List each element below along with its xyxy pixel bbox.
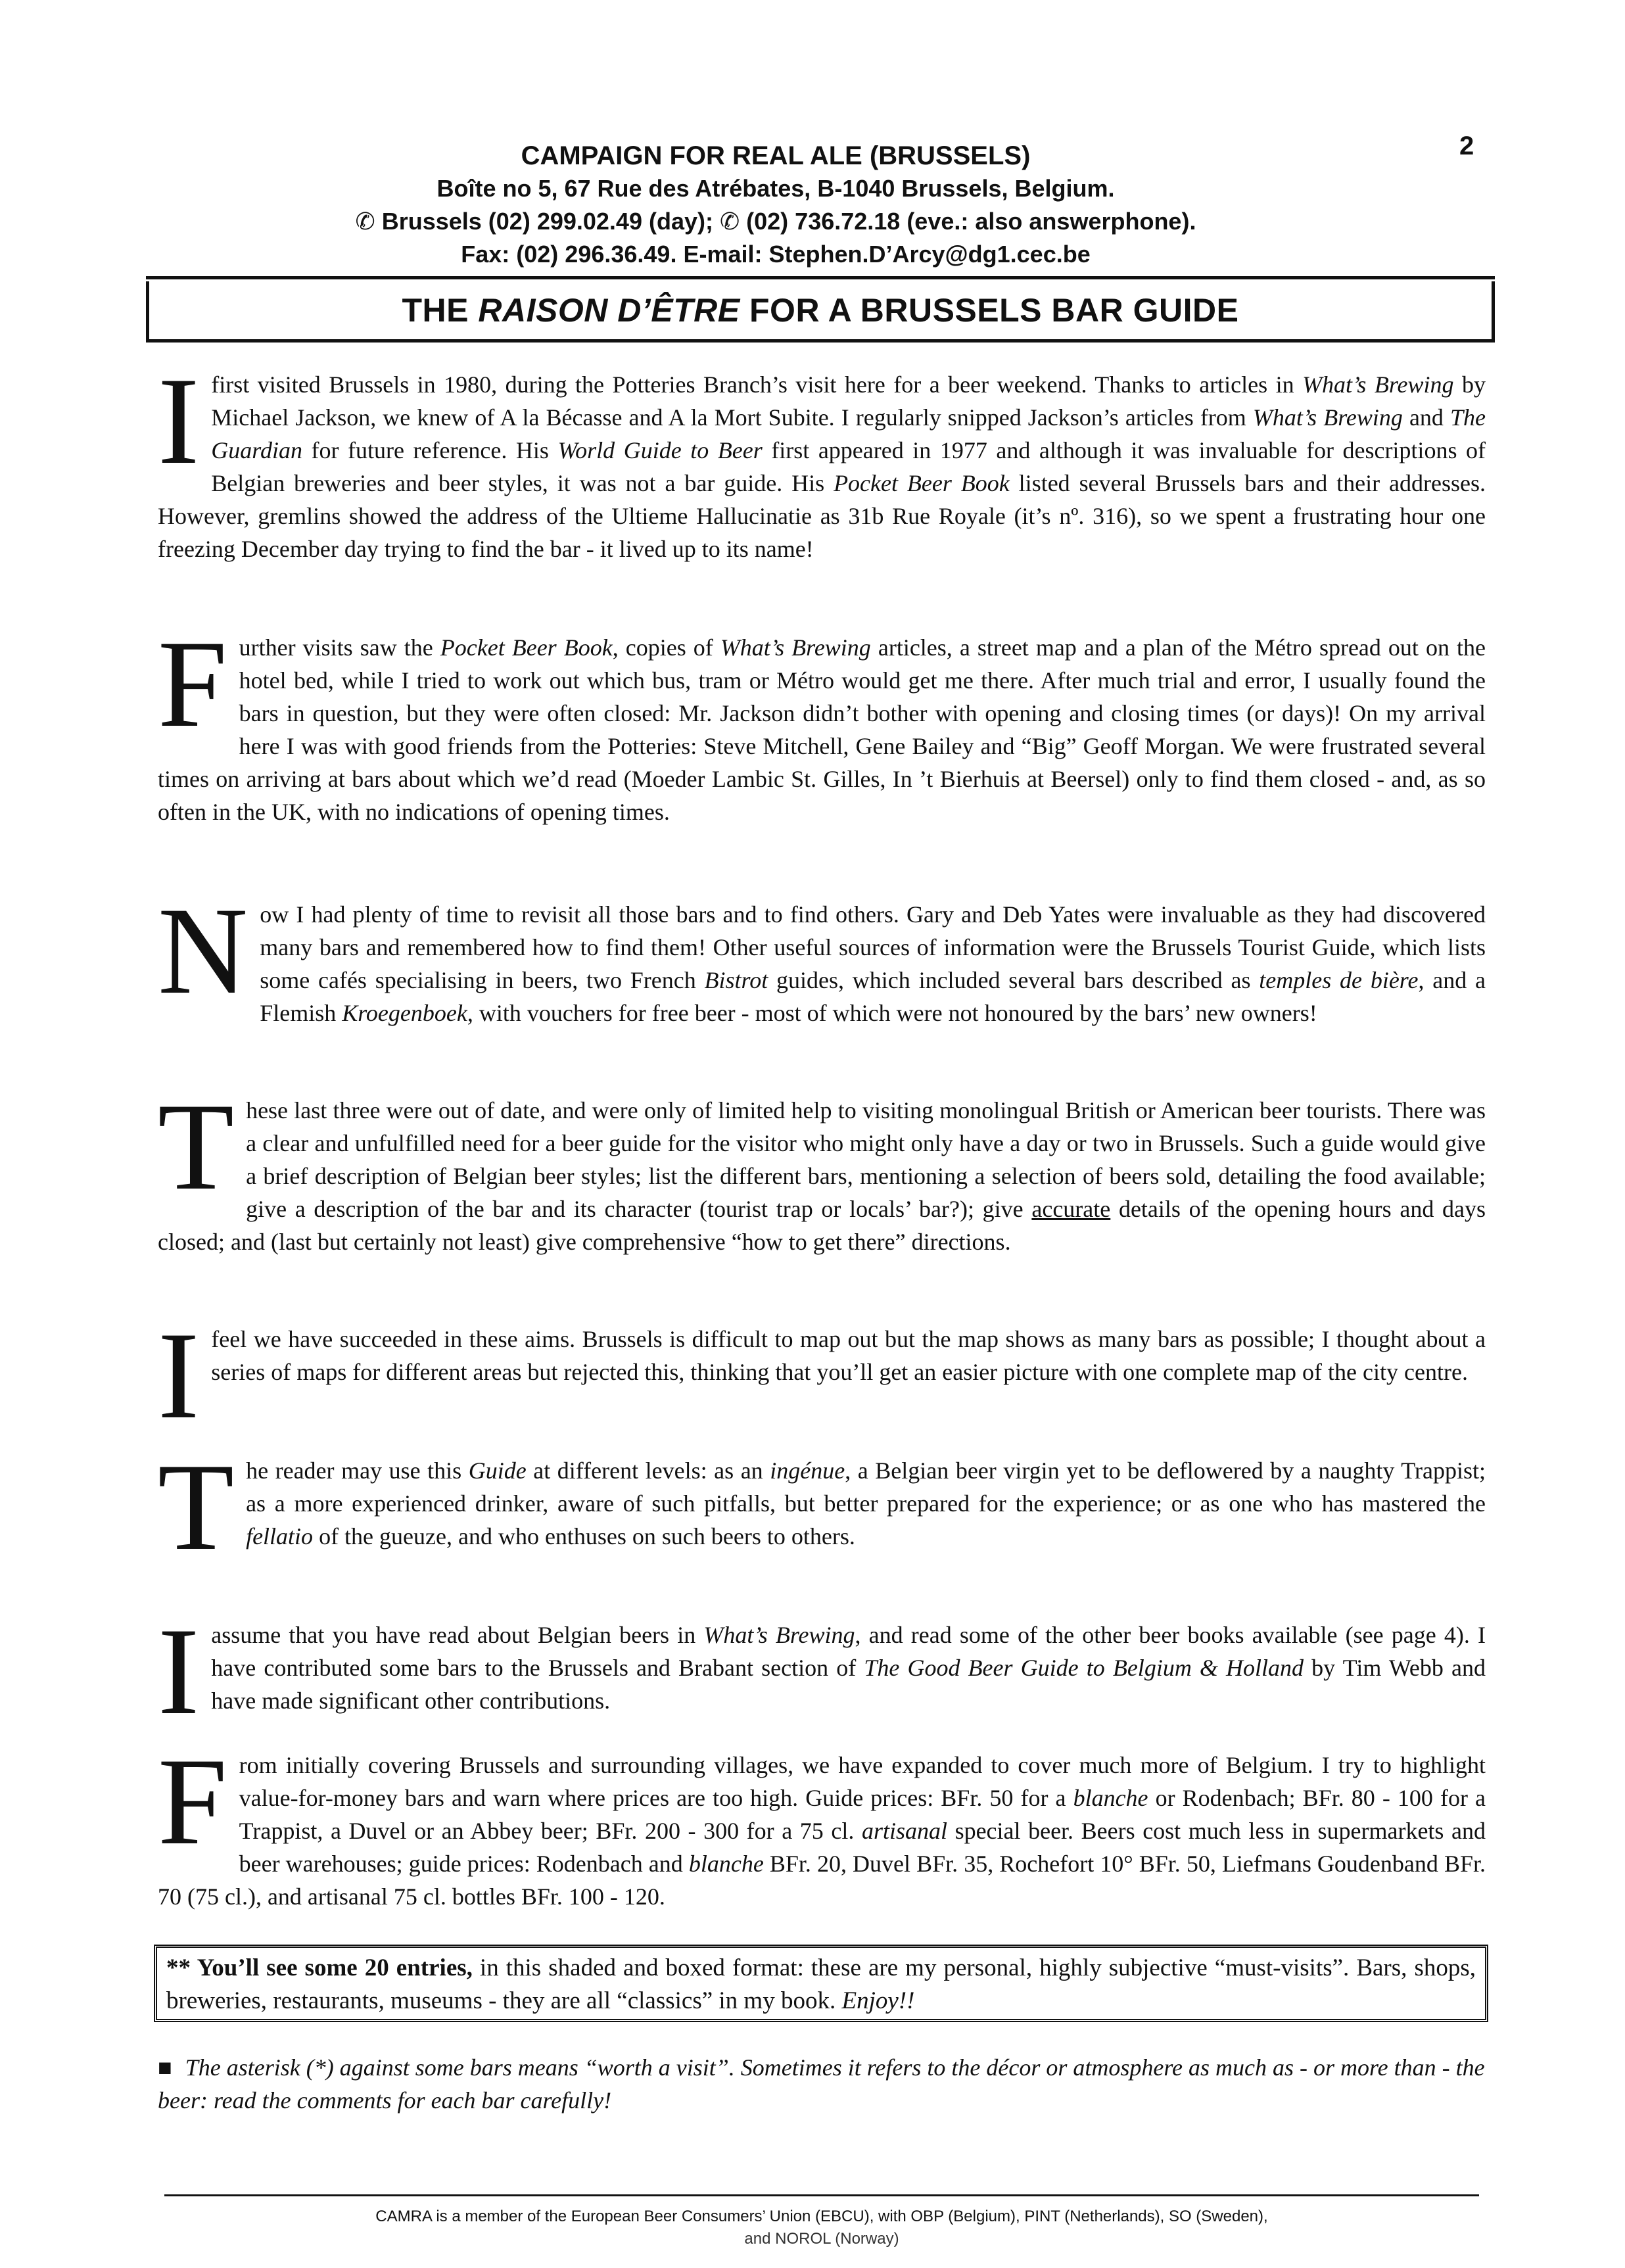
paragraph-6	[158, 1438, 1486, 1576]
text: BFr. 20, Duvel BFr. 35, Rochefort 10° BFr. 50, Liefmans Goudenband BFr. 70 (75 cl.), and artisanal 75 cl. bottles BFr. 100 - 120.	[158, 1851, 1486, 1910]
text: , a Belgian beer virgin yet to be deflowered by a naughty Trappist; as a more experienced drinker, aware of such pitfalls, but better prepared for the experience; or as one who has mastered the	[246, 1457, 1486, 1517]
title-italic: RAISON D’ÊTRE	[478, 292, 740, 329]
drop-cap: T	[158, 1438, 235, 1576]
text: of the gueuze, and who enthuses on such beers to others.	[313, 1523, 855, 1549]
drop-cap: I	[158, 1307, 200, 1445]
paragraph-5	[158, 1307, 1486, 1445]
org-fax-email: Fax: (02) 296.36.49. E-mail: Stephen.D’Arcy@dg1.cec.be	[461, 241, 1091, 268]
paragraph-2	[158, 615, 1486, 828]
org-name: CAMPAIGN FOR REAL ALE (BRUSSELS)	[521, 141, 1031, 170]
text: feel we have succeeded in these aims. Brussels is difficult to map out but the map shows as many bars as possible; I thought about a series of maps for different areas but rejected this, thinking that you’ll get an easier picture with one complete map of the city centre.	[211, 1326, 1486, 1385]
text: he reader may use this	[246, 1457, 469, 1484]
italic-text: artisanal	[861, 1818, 947, 1844]
italic-text: Guide	[468, 1457, 527, 1484]
callout-text: in this shaded and boxed format: these are my personal, highly subjective “must-visits”. Bars, shops, breweries, restaurants, museums - they are all “classics” in my book.	[166, 1954, 1476, 2014]
text: , with vouchers for free beer - most of which were not honoured by the bars’ new owners!	[467, 1000, 1317, 1026]
drop-cap: I	[158, 1603, 200, 1741]
paragraph-3	[158, 882, 1486, 1029]
callout-bold: ** You’ll see some 20 entries,	[166, 1954, 473, 1981]
text: at different levels: as an	[526, 1457, 770, 1484]
title-pre: THE	[402, 292, 479, 329]
italic-text: What’s Brewing	[1252, 404, 1403, 431]
italic-text: What’s Brewing	[1302, 371, 1454, 398]
drop-cap: F	[158, 1733, 227, 1871]
italic-text: What’s Brewing	[703, 1622, 855, 1648]
title-box	[146, 281, 1495, 343]
text: first appeared in 1977 and although it was invaluable for descriptions of Belgian breweries and beer styles, it was not a bar guide. His	[211, 437, 1486, 496]
asterisk-note	[158, 2051, 1486, 2117]
text: and	[1402, 404, 1450, 431]
page-title	[402, 291, 1239, 329]
callout-enjoy: Enjoy!!	[841, 1987, 915, 2014]
must-visit-callout	[154, 1945, 1488, 2022]
text: , and read some of the other beer books available (see page 4). I have contributed some bars to the Brussels and Brabant section of	[211, 1622, 1486, 1681]
text: listed several Brussels bars and their addresses. However, gremlins showed the address of the Ultieme Hallucinatie as 31b Rue Royale (it’s nº. 316), so we spent a frustrating hour one freezing December day trying to find the bar - it lived up to its name!	[158, 470, 1486, 562]
italic-text: Pocket Beer Book	[440, 634, 613, 661]
note-text: The asterisk (*) against some bars means “worth a visit”. Sometimes it refers to the décor or atmosphere as much as - or more than - the beer: read the comments for each bar carefully!	[158, 2054, 1485, 2114]
footer-line-1: CAMRA is a member of the European Beer Consumers’ Union (EBCU), with OBP (Belgium), PINT (Netherlands), SO (Sweden),	[375, 2208, 1268, 2225]
drop-cap: I	[158, 352, 200, 490]
paragraph-1	[158, 352, 1486, 565]
italic-text: temples de bière	[1259, 967, 1419, 993]
text: assume that you have read about Belgian beers in	[211, 1622, 704, 1648]
text: , copies of	[612, 634, 720, 661]
paragraph-7	[158, 1603, 1486, 1741]
text: by Tim Webb and have made significant other contributions.	[211, 1655, 1486, 1714]
italic-text: Bistrot	[704, 967, 768, 993]
footer	[164, 2206, 1479, 2250]
title-post: FOR A BRUSSELS BAR GUIDE	[740, 292, 1239, 329]
page-number: 2	[1459, 131, 1474, 160]
italic-text: World Guide to Beer	[557, 437, 763, 463]
paragraph-4	[158, 1078, 1486, 1258]
header-rule	[146, 276, 1495, 279]
text: , and a Flemish	[260, 967, 1486, 1026]
underlined-text: accurate	[1031, 1196, 1111, 1222]
text: or Rodenbach; BFr. 80 - 100 for a Trappist, a Duvel or an Abbey beer; BFr. 200 - 300 for a 75 cl.	[239, 1785, 1486, 1844]
paragraph-8	[158, 1733, 1486, 1913]
drop-cap: F	[158, 615, 227, 753]
italic-text: Kroegenboek	[342, 1000, 467, 1026]
text: first visited Brussels in 1980, during the Potteries Branch’s visit here for a beer weekend. Thanks to articles in	[211, 371, 1303, 398]
text: guides, which included several bars described as	[768, 967, 1260, 993]
text: rom initially covering Brussels and surrounding villages, we have expanded to cover much more of Belgium. I try to highlight value-for-money bars and warn where prices are too high. Guide prices: BFr. 50 for a	[239, 1752, 1486, 1811]
text: ow I had plenty of time to revisit all those bars and to find others. Gary and Deb Yates were invaluable as they had discovered many bars and remembered how to find them! Other useful sources of information were the Brussels Tourist Guide, which lists some cafés specialising in beers, two French	[260, 901, 1486, 993]
drop-cap: N	[158, 882, 248, 1020]
italic-text: fellatio	[246, 1523, 314, 1549]
italic-text: The Guardian	[211, 404, 1486, 463]
letterhead	[197, 139, 1354, 271]
square-bullet-icon: ■	[158, 2054, 172, 2081]
italic-text: blanche	[688, 1851, 764, 1877]
footer-line-2: and NOROL (Norway)	[744, 2230, 899, 2248]
org-address: Boîte no 5, 67 Rue des Atrébates, B-1040 Brussels, Belgium.	[436, 175, 1115, 202]
text: by Michael Jackson, we knew of A la Bécasse and A la Mort Subite. I regularly snipped Jackson’s articles from	[211, 371, 1486, 431]
text: articles, a street map and a plan of the Métro spread out on the hotel bed, while I tried to work out which bus, tram or Métro would get me there. After much trial and error, I usually found the bars in question, but they were often closed: Mr. Jackson didn’t bother with opening and closing times (or days)! On my arrival here I was with good friends from the Potteries: Steve Mitchell, Gene Bailey and “Big” Geoff Morgan. We were frustrated several times on arriving at bars about which we’d read (Moeder Lambic St. Gilles, In ’t Bierhuis at Beersel) only to find them closed - and, as so often in the UK, with no indications of opening times.	[158, 634, 1486, 825]
text: urther visits saw the	[239, 634, 440, 661]
text: hese last three were out of date, and were only of limited help to visiting monolingual British or American beer tourists. There was a clear and unfulfilled need for a beer guide for the visitor who might only have a day or two in Brussels. Such a guide would give a brief description of Belgian beer styles; list the different bars, mentioning a selection of beers sold, detailing the food available; give a description of the bar and its character (tourist trap or locals’ bar?); give	[246, 1097, 1486, 1222]
italic-text: The Good Beer Guide to Belgium & Holland	[864, 1655, 1304, 1681]
italic-text: What’s Brewing	[720, 634, 871, 661]
text: for future reference. His	[302, 437, 558, 463]
text: details of the opening hours and days closed; and (last but certainly not least) give comprehensive “how to get there” directions.	[158, 1196, 1486, 1255]
drop-cap: T	[158, 1078, 235, 1216]
italic-text: blanche	[1073, 1785, 1148, 1811]
italic-text: ingénue	[770, 1457, 845, 1484]
org-phone: ✆ Brussels (02) 299.02.49 (day); ✆ (02) 736.72.18 (eve.: also answerphone).	[355, 208, 1196, 235]
italic-text: Pocket Beer Book	[834, 470, 1010, 496]
text: special beer. Beers cost much less in supermarkets and beer warehouses; guide prices: Rodenbach and	[239, 1818, 1486, 1877]
footer-rule	[164, 2194, 1479, 2196]
